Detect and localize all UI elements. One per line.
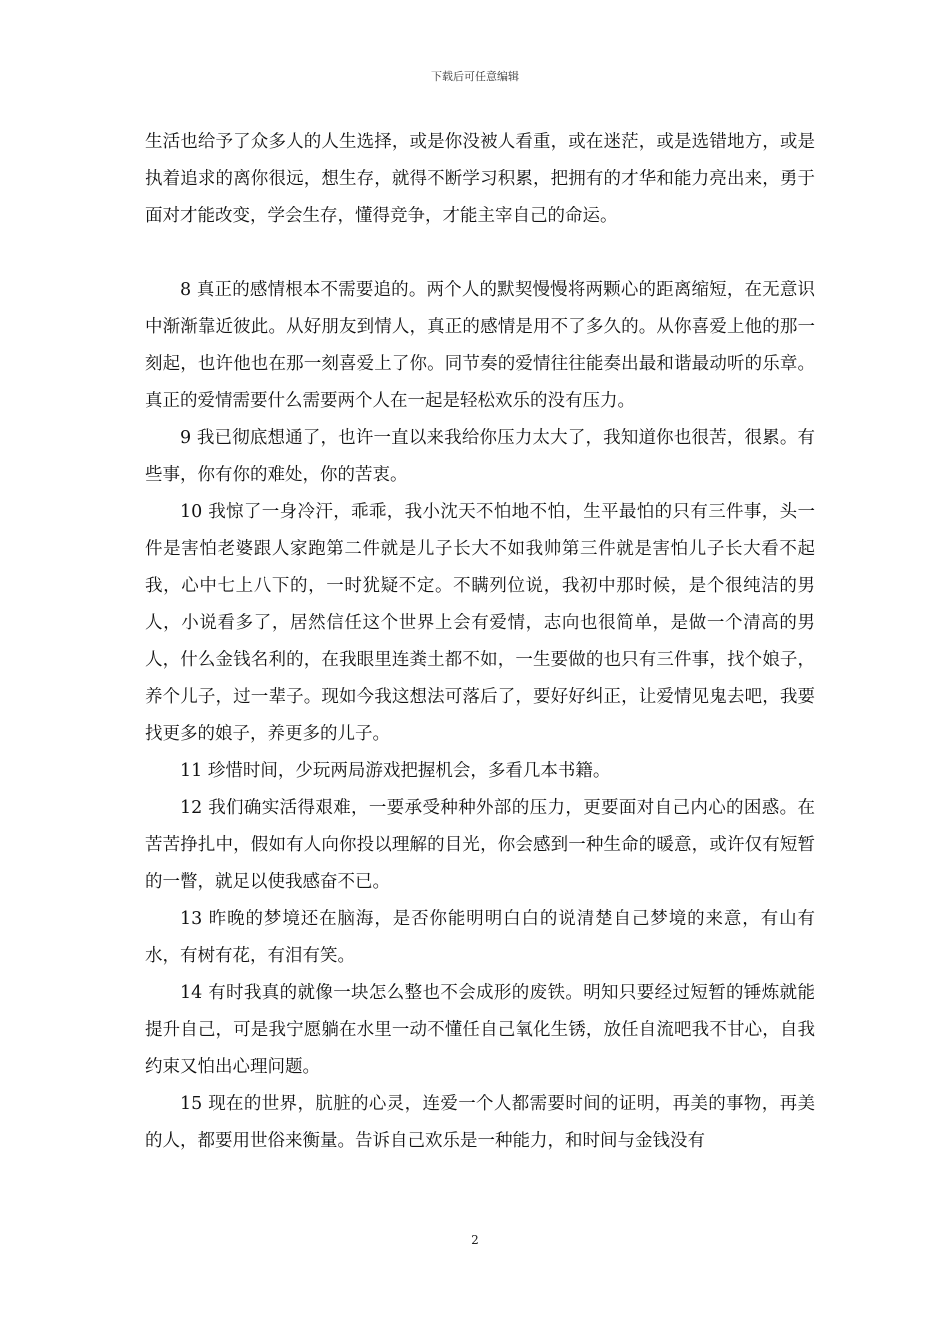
document-body: [145, 124, 815, 1160]
paragraph-11: 11 珍惜时间，少玩两局游戏把握机会，多看几本书籍。: [180, 761, 611, 781]
paragraph-8: 8 真正的感情根本不需要追的。两个人的默契慢慢将两颗心的距离缩短，在无意识中渐渐靠近彼此。从好朋友到情人，真正的感情是用不了多久的。从你喜爱上他的那一刻起，也许他也在那一刻喜爱上了你。同节奏的爱情往往能奏出最和谐最动听的乐章。真正的爱情需要什么需要两个人在一起是轻松欢乐的没有压力。: [145, 280, 815, 411]
paragraph-9: 9 我已彻底想通了，也许一直以来我给你压力太大了，我知道你也很苦，很累。有些事，你有你的难处，你的苦衷。: [145, 428, 815, 485]
page-number: 2: [471, 1233, 479, 1247]
page-header: 下载后可任意编辑: [431, 70, 519, 83]
paragraph-10: 10 我惊了一身冷汗，乖乖，我小沈天不怕地不怕，生平最怕的只有三件事，头一件是害怕老婆跟人家跑第二件就是儿子长大不如我帅第三件就是害怕儿子长大看不起我，心中七上八下的，一时犹疑不定。不瞒列位说，我初中那时候，是个很纯洁的男人，小说看多了，居然信任这个世界上会有爱情，志向也很简单，是做一个清高的男人，什么金钱名利的，在我眼里连粪土都不如，一生要做的也只有三件事，找个娘子，养个儿子，过一辈子。现如今我这想法可落后了，要好好纠正，让爱情见鬼去吧，我要找更多的娘子，养更多的儿子。: [145, 502, 815, 744]
paragraph-12: 12 我们确实活得艰难，一要承受种种外部的压力，更要面对自己内心的困惑。在苦苦挣扎中，假如有人向你投以理解的目光，你会感到一种生命的暖意，或许仅有短暂的一瞥，就足以使我感奋不已。: [145, 798, 815, 892]
paragraph-gap: [145, 235, 815, 272]
paragraph-15: 15 现在的世界，肮脏的心灵，连爱一个人都需要时间的证明，再美的事物，再美的人，都要用世俗来衡量。告诉自己欢乐是一种能力，和时间与金钱没有: [145, 1094, 815, 1151]
paragraph-13: 13 昨晚的梦境还在脑海，是否你能明明白白的说清楚自己梦境的来意，有山有水，有树有花，有泪有笑。: [145, 909, 815, 966]
paragraph-continuation: 生活也给予了众多人的人生选择，或是你没被人看重，或在迷茫，或是选错地方，或是执着追求的离你很远，想生存，就得不断学习积累，把拥有的才华和能力亮出来，勇于面对才能改变，学会生存，懂得竞争，才能主宰自己的命运。: [145, 132, 815, 226]
paragraph-14: 14 有时我真的就像一块怎么整也不会成形的废铁。明知只要经过短暂的锤炼就能提升自己，可是我宁愿躺在水里一动不懂任自己氧化生锈，放任自流吧我不甘心，自我约束又怕出心理问题。: [145, 983, 815, 1077]
